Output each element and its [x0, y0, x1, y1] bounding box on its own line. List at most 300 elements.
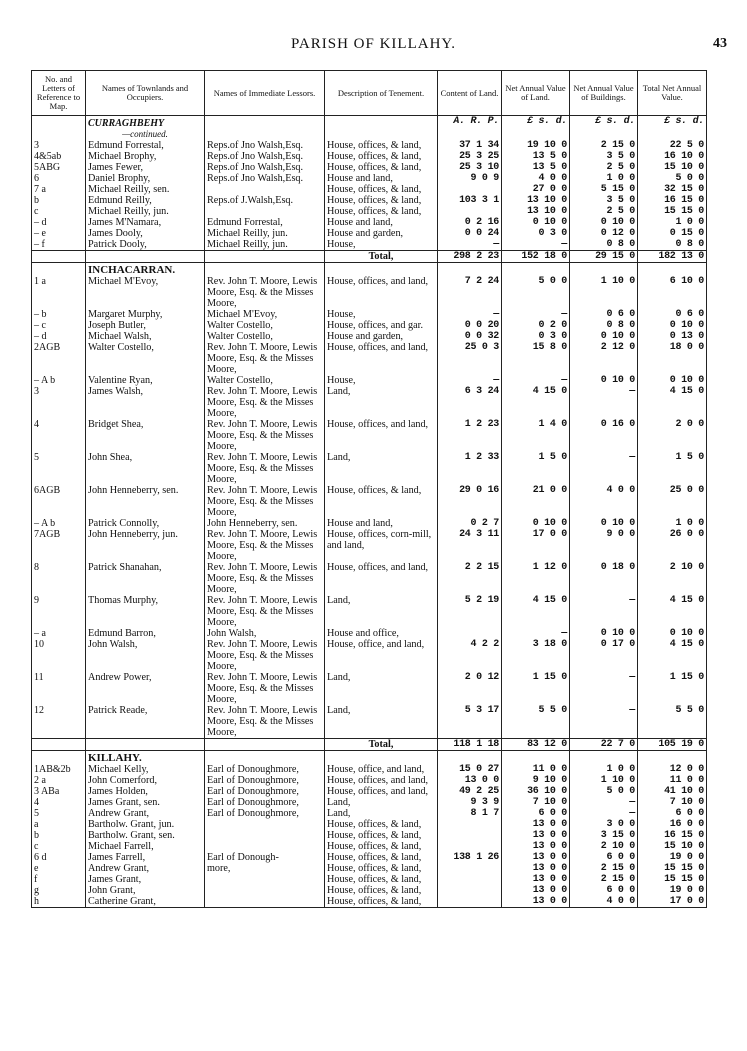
tenement-description: House, offices, & land,: [325, 896, 438, 908]
buildings-value: 0 10 0: [570, 628, 638, 639]
table-row: [32, 830, 707, 841]
page-header: [0, 36, 747, 56]
occupier-name: John Grant,: [86, 885, 205, 896]
land-value: 3 18 0: [502, 639, 570, 672]
land-value: 0 10 0: [502, 518, 570, 529]
table-row: [32, 874, 707, 885]
column-header: Content of Land.: [438, 71, 502, 116]
total-value: 5 5 0: [638, 705, 707, 739]
buildings-value: 0 8 0: [570, 239, 638, 251]
tenement-description: Land,: [325, 797, 438, 808]
buildings-value: 6 0 0: [570, 852, 638, 863]
total-value: 16 15 0: [638, 830, 707, 841]
occupier-name: Walter Costello,: [86, 342, 205, 375]
tenement-description: House and garden,: [325, 228, 438, 239]
land-content: 8 1 7: [438, 808, 502, 819]
land-content: [438, 184, 502, 195]
land-content: —: [438, 309, 502, 320]
total-tot: 182 13 0: [638, 251, 707, 263]
buildings-value: 2 15 0: [570, 863, 638, 874]
land-content: [438, 896, 502, 908]
map-reference: b: [32, 830, 86, 841]
total-value: 0 15 0: [638, 228, 707, 239]
table-row: [32, 639, 707, 672]
occupier-name: Bartholw. Grant, jun.: [86, 819, 205, 830]
total-value: 1 15 0: [638, 672, 707, 705]
map-reference: 8: [32, 562, 86, 595]
tenement-description: House, offices, & land,: [325, 485, 438, 518]
occupier-name: Catherine Grant,: [86, 896, 205, 908]
map-reference: a: [32, 819, 86, 830]
land-value: 13 5 0: [502, 162, 570, 173]
lessor-name: Rev. John T. Moore, Lewis Moore, Esq. & the Misses Moore,: [205, 639, 325, 672]
buildings-value: 0 10 0: [570, 375, 638, 386]
occupier-name: Michael Kelly,: [86, 764, 205, 775]
buildings-value: 1 10 0: [570, 775, 638, 786]
land-value: 15 8 0: [502, 342, 570, 375]
buildings-value: 9 0 0: [570, 529, 638, 562]
lessor-name: Rev. John T. Moore, Lewis Moore, Esq. & the Misses Moore,: [205, 452, 325, 485]
lessor-name: Rev. John T. Moore, Lewis Moore, Esq. & the Misses Moore,: [205, 386, 325, 419]
land-value: 6 0 0: [502, 808, 570, 819]
land-value: 5 0 0: [502, 276, 570, 309]
map-reference: 6AGB: [32, 485, 86, 518]
column-header: Net Annual Value of Land.: [502, 71, 570, 116]
land-content: 25 3 10: [438, 162, 502, 173]
map-reference: 9: [32, 595, 86, 628]
buildings-value: 0 10 0: [570, 331, 638, 342]
map-reference: – e: [32, 228, 86, 239]
land-value: 7 10 0: [502, 797, 570, 808]
table-row: [32, 419, 707, 452]
lessor-name: Walter Costello,: [205, 375, 325, 386]
buildings-value: 0 12 0: [570, 228, 638, 239]
lessor-name: Rev. John T. Moore, Lewis Moore, Esq. & the Misses Moore,: [205, 342, 325, 375]
lessor-name: Rev. John T. Moore, Lewis Moore, Esq. & the Misses Moore,: [205, 529, 325, 562]
page-number: 43: [713, 36, 727, 51]
land-content: 2 0 12: [438, 672, 502, 705]
occupier-name: Edmund Reilly,: [86, 195, 205, 206]
lessor-name: Walter Costello,: [205, 331, 325, 342]
table-row: [32, 151, 707, 162]
tenement-description: Land,: [325, 452, 438, 485]
land-content: [438, 206, 502, 217]
tenement-description: Land,: [325, 808, 438, 819]
map-reference: 11: [32, 672, 86, 705]
land-content: [438, 863, 502, 874]
lessor-name: John Walsh,: [205, 628, 325, 639]
total-tot: 105 19 0: [638, 739, 707, 751]
tenement-description: House, offices, & land,: [325, 885, 438, 896]
table-row: [32, 276, 707, 309]
table-row: [32, 775, 707, 786]
townland-name: [86, 751, 205, 765]
occupier-name: Bartholw. Grant, sen.: [86, 830, 205, 841]
total-content: 298 2 23: [438, 251, 502, 263]
townland-name: [86, 116, 205, 141]
table-row: [32, 206, 707, 217]
land-value: 4 0 0: [502, 173, 570, 184]
total-value: 0 10 0: [638, 628, 707, 639]
land-value: 0 3 0: [502, 331, 570, 342]
lessor-name: Rev. John T. Moore, Lewis Moore, Esq. & the Misses Moore,: [205, 419, 325, 452]
land-content: 37 1 34: [438, 140, 502, 151]
tenement-description: House, offices, and land,: [325, 562, 438, 595]
occupier-name: Michael Reilly, jun.: [86, 206, 205, 217]
land-content: —: [438, 239, 502, 251]
land-content: 0 0 24: [438, 228, 502, 239]
occupier-name: James Walsh,: [86, 386, 205, 419]
land-content: [438, 819, 502, 830]
map-reference: 5ABG: [32, 162, 86, 173]
land-content: 103 3 1: [438, 195, 502, 206]
lessor-name: Michael Reilly, jun.: [205, 228, 325, 239]
table-row: [32, 173, 707, 184]
land-value: —: [502, 375, 570, 386]
occupier-name: Valentine Ryan,: [86, 375, 205, 386]
column-header: No. and Letters of Reference to Map.: [32, 71, 86, 116]
land-content: [438, 841, 502, 852]
page-title: PARISH OF KILLAHY.: [290, 36, 457, 52]
map-reference: 3: [32, 140, 86, 151]
column-headers: [32, 71, 707, 116]
land-content: 5 2 19: [438, 595, 502, 628]
land-value: 0 10 0: [502, 217, 570, 228]
lessor-name: Rev. John T. Moore, Lewis Moore, Esq. & the Misses Moore,: [205, 562, 325, 595]
buildings-value: 0 10 0: [570, 518, 638, 529]
occupier-name: Bridget Shea,: [86, 419, 205, 452]
tenement-description: House and land,: [325, 173, 438, 184]
land-value: 1 4 0: [502, 419, 570, 452]
land-content: 24 3 11: [438, 529, 502, 562]
total-land: 152 18 0: [502, 251, 570, 263]
tenement-description: House, offices, and land,: [325, 775, 438, 786]
total-value: 7 10 0: [638, 797, 707, 808]
map-reference: 10: [32, 639, 86, 672]
occupier-name: Daniel Brophy,: [86, 173, 205, 184]
map-reference: g: [32, 885, 86, 896]
buildings-value: 2 5 0: [570, 162, 638, 173]
total-value: 1 0 0: [638, 217, 707, 228]
map-reference: – a: [32, 628, 86, 639]
buildings-value: 3 15 0: [570, 830, 638, 841]
occupier-name: James Holden,: [86, 786, 205, 797]
total-bldg: 22 7 0: [570, 739, 638, 751]
lessor-name: Reps.of Jno Walsh,Esq.: [205, 173, 325, 184]
occupier-name: John Henneberry, jun.: [86, 529, 205, 562]
total-value: 11 0 0: [638, 775, 707, 786]
buildings-value: —: [570, 386, 638, 419]
occupier-name: Patrick Connolly,: [86, 518, 205, 529]
section-heading-row: [32, 751, 707, 765]
lessor-name: [205, 819, 325, 830]
table-row: [32, 529, 707, 562]
map-reference: 4&5ab: [32, 151, 86, 162]
occupier-name: Andrew Grant,: [86, 863, 205, 874]
total-value: 1 5 0: [638, 452, 707, 485]
tenement-description: House, offices, & land,: [325, 140, 438, 151]
land-value: 13 0 0: [502, 819, 570, 830]
column-header: Names of Townlands and Occupiers.: [86, 71, 205, 116]
table-row: [32, 342, 707, 375]
total-value: 15 15 0: [638, 206, 707, 217]
tenement-description: House, offices, & land,: [325, 830, 438, 841]
map-reference: c: [32, 206, 86, 217]
table-row: [32, 195, 707, 206]
buildings-value: 2 15 0: [570, 874, 638, 885]
lessor-name: Rev. John T. Moore, Lewis Moore, Esq. & the Misses Moore,: [205, 672, 325, 705]
lessor-name: Reps.of Jno Walsh,Esq.: [205, 162, 325, 173]
tenement-description: House, offices, & land,: [325, 184, 438, 195]
total-value: 6 10 0: [638, 276, 707, 309]
table-row: [32, 485, 707, 518]
total-value: 6 0 0: [638, 808, 707, 819]
total-value: 0 8 0: [638, 239, 707, 251]
table-row: [32, 863, 707, 874]
tenement-description: House, office, and land,: [325, 764, 438, 775]
total-label: Total,: [325, 251, 438, 263]
table-row: [32, 819, 707, 830]
total-value: 16 10 0: [638, 151, 707, 162]
occupier-name: James Grant, sen.: [86, 797, 205, 808]
land-content: 29 0 16: [438, 485, 502, 518]
land-content: 2 2 15: [438, 562, 502, 595]
table-row: [32, 452, 707, 485]
townland-title: INCHACARRAN.: [88, 264, 176, 276]
buildings-value: 1 0 0: [570, 173, 638, 184]
map-reference: 1AB&2b: [32, 764, 86, 775]
land-content: 6 3 24: [438, 386, 502, 419]
table-row: [32, 797, 707, 808]
tenement-description: House and land,: [325, 518, 438, 529]
buildings-value: —: [570, 808, 638, 819]
lessor-name: Earl of Donoughmore,: [205, 786, 325, 797]
map-reference: 7AGB: [32, 529, 86, 562]
map-reference: – d: [32, 331, 86, 342]
tenement-description: Land,: [325, 595, 438, 628]
total-land: 83 12 0: [502, 739, 570, 751]
occupier-name: Patrick Dooly,: [86, 239, 205, 251]
buildings-value: 5 0 0: [570, 786, 638, 797]
total-value: 16 0 0: [638, 819, 707, 830]
land-value: 13 10 0: [502, 195, 570, 206]
tenement-description: House, offices, corn-mill, and land,: [325, 529, 438, 562]
map-reference: 6: [32, 173, 86, 184]
buildings-value: —: [570, 595, 638, 628]
total-bldg: 29 15 0: [570, 251, 638, 263]
tenement-description: House, offices, and land,: [325, 786, 438, 797]
money-units: £ s. d.: [638, 116, 707, 141]
occupier-name: Edmund Forrestal,: [86, 140, 205, 151]
land-value: 13 5 0: [502, 151, 570, 162]
lessor-name: Walter Costello,: [205, 320, 325, 331]
land-value: 17 0 0: [502, 529, 570, 562]
occupier-name: James Dooly,: [86, 228, 205, 239]
map-reference: – A b: [32, 518, 86, 529]
lessor-name: Earl of Donoughmore,: [205, 775, 325, 786]
lessor-name: [205, 830, 325, 841]
tenement-description: House,: [325, 309, 438, 320]
lessor-name: [205, 841, 325, 852]
occupier-name: John Comerford,: [86, 775, 205, 786]
buildings-value: 1 10 0: [570, 276, 638, 309]
land-content: 9 3 9: [438, 797, 502, 808]
buildings-value: 4 0 0: [570, 485, 638, 518]
tenement-description: House, offices, & land,: [325, 841, 438, 852]
land-value: 1 12 0: [502, 562, 570, 595]
table-row: [32, 764, 707, 775]
total-value: 12 0 0: [638, 764, 707, 775]
lessor-name: Earl of Donoughmore,: [205, 808, 325, 819]
land-value: 27 0 0: [502, 184, 570, 195]
tenement-description: House, offices, and land,: [325, 342, 438, 375]
column-header: Description of Tenement.: [325, 71, 438, 116]
land-content: 7 2 24: [438, 276, 502, 309]
land-content: [438, 874, 502, 885]
map-reference: 5: [32, 808, 86, 819]
table-row: [32, 386, 707, 419]
land-content: 0 0 20: [438, 320, 502, 331]
occupier-name: James Fewer,: [86, 162, 205, 173]
map-reference: b: [32, 195, 86, 206]
land-value: 1 5 0: [502, 452, 570, 485]
total-value: 19 0 0: [638, 885, 707, 896]
lessor-name: Edmund Forrestal,: [205, 217, 325, 228]
table-row: [32, 217, 707, 228]
land-value: —: [502, 239, 570, 251]
occupier-name: Michael Brophy,: [86, 151, 205, 162]
table-row: [32, 518, 707, 529]
total-value: 15 15 0: [638, 874, 707, 885]
land-value: 21 0 0: [502, 485, 570, 518]
lessor-name: Rev. John T. Moore, Lewis Moore, Esq. & the Misses Moore,: [205, 595, 325, 628]
land-content: 0 2 7: [438, 518, 502, 529]
total-value: 26 0 0: [638, 529, 707, 562]
land-value: —: [502, 628, 570, 639]
table-row: [32, 885, 707, 896]
lessor-name: Earl of Donoughmore,: [205, 797, 325, 808]
total-value: 4 15 0: [638, 639, 707, 672]
townland-name: [86, 263, 205, 277]
table-row: [32, 140, 707, 151]
lessor-name: [205, 896, 325, 908]
occupier-name: John Shea,: [86, 452, 205, 485]
land-value: 13 0 0: [502, 841, 570, 852]
total-content: 118 1 18: [438, 739, 502, 751]
total-value: 4 15 0: [638, 386, 707, 419]
table-row: [32, 595, 707, 628]
total-value: 0 6 0: [638, 309, 707, 320]
total-value: 22 5 0: [638, 140, 707, 151]
lessor-name: Earl of Donough-: [205, 852, 325, 863]
land-content: [438, 885, 502, 896]
area-units: A. R. P.: [438, 116, 502, 141]
total-value: 0 10 0: [638, 320, 707, 331]
land-value: 13 0 0: [502, 885, 570, 896]
buildings-value: 3 5 0: [570, 195, 638, 206]
buildings-value: 1 0 0: [570, 764, 638, 775]
land-value: 4 15 0: [502, 386, 570, 419]
buildings-value: 3 0 0: [570, 819, 638, 830]
tenement-description: House, offices, & land,: [325, 863, 438, 874]
table-row: [32, 309, 707, 320]
map-reference: – d: [32, 217, 86, 228]
buildings-value: 2 15 0: [570, 140, 638, 151]
land-content: 0 2 16: [438, 217, 502, 228]
lessor-name: [205, 184, 325, 195]
tenement-description: Land,: [325, 705, 438, 739]
occupier-name: James Grant,: [86, 874, 205, 885]
total-value: 17 0 0: [638, 896, 707, 908]
total-value: 1 0 0: [638, 518, 707, 529]
total-label: Total,: [325, 739, 438, 751]
land-value: 13 0 0: [502, 874, 570, 885]
total-value: 32 15 0: [638, 184, 707, 195]
map-reference: – b: [32, 309, 86, 320]
land-value: 13 0 0: [502, 863, 570, 874]
total-value: 41 10 0: [638, 786, 707, 797]
tenement-description: House, offices, & land,: [325, 874, 438, 885]
land-content: 1 2 23: [438, 419, 502, 452]
tenement-description: House,: [325, 239, 438, 251]
land-value: 5 5 0: [502, 705, 570, 739]
table-row: [32, 786, 707, 797]
land-content: 5 3 17: [438, 705, 502, 739]
total-value: 4 15 0: [638, 595, 707, 628]
occupier-name: Michael M'Evoy,: [86, 276, 205, 309]
lessor-name: Reps.of Jno Walsh,Esq.: [205, 140, 325, 151]
land-content: [438, 830, 502, 841]
map-reference: 1 a: [32, 276, 86, 309]
land-value: 13 0 0: [502, 852, 570, 863]
table-row: [32, 808, 707, 819]
townland-title: CURRAGHBEHY: [88, 118, 165, 129]
tenement-description: House, offices, & land,: [325, 151, 438, 162]
buildings-value: —: [570, 705, 638, 739]
occupier-name: Michael Walsh,: [86, 331, 205, 342]
section-heading-row: [32, 263, 707, 277]
map-reference: 4: [32, 419, 86, 452]
table-row: [32, 320, 707, 331]
total-value: 15 15 0: [638, 863, 707, 874]
total-value: 19 0 0: [638, 852, 707, 863]
tenement-description: House and office,: [325, 628, 438, 639]
occupier-name: Margaret Murphy,: [86, 309, 205, 320]
map-reference: 5: [32, 452, 86, 485]
tenement-description: House,: [325, 375, 438, 386]
buildings-value: —: [570, 797, 638, 808]
map-reference: 3 ABa: [32, 786, 86, 797]
occupier-name: Joseph Butler,: [86, 320, 205, 331]
total-value: 2 10 0: [638, 562, 707, 595]
total-row: [32, 739, 707, 751]
tenement-description: House, offices, & land,: [325, 819, 438, 830]
map-reference: 2 a: [32, 775, 86, 786]
table-row: [32, 705, 707, 739]
townland-title: KILLAHY.: [88, 752, 142, 764]
lessor-name: Michael M'Evoy,: [205, 309, 325, 320]
tenement-description: House and land,: [325, 217, 438, 228]
total-value: 5 0 0: [638, 173, 707, 184]
occupier-name: Andrew Grant,: [86, 808, 205, 819]
buildings-value: 2 5 0: [570, 206, 638, 217]
land-value: —: [502, 309, 570, 320]
tenement-description: House, office, and land,: [325, 639, 438, 672]
table-row: [32, 896, 707, 908]
occupier-name: James M'Namara,: [86, 217, 205, 228]
land-content: 4 2 2: [438, 639, 502, 672]
buildings-value: 0 10 0: [570, 217, 638, 228]
